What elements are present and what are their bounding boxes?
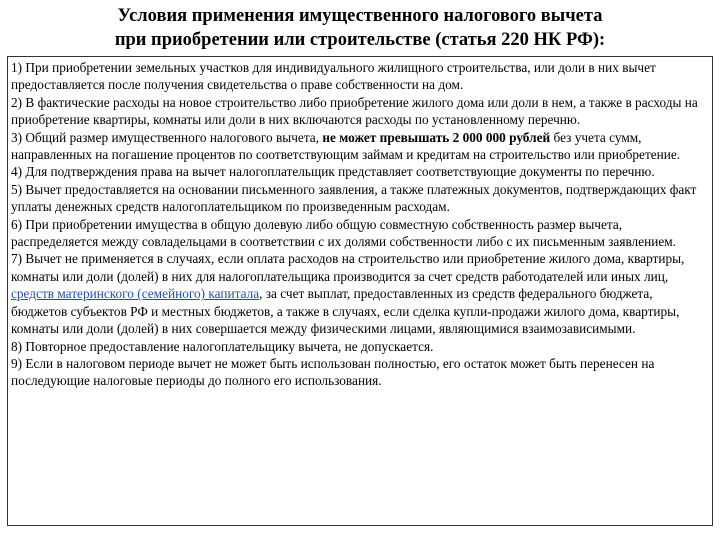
condition-7-text-a: 7) Вычет не применяется в случаях, если оплата расходов на строительство или приобретение жилого дома, квартиры, комнаты или доли (долей) в них для налогоплательщика производится за счет средств работодателей или иных лиц, bbox=[11, 251, 685, 284]
condition-4: 4) Для подтверждения права на вычет налогоплательщик представляет соответствующие документы по перечню. bbox=[11, 164, 655, 180]
condition-2: 2) В фактические расходы на новое строительство либо приобретение жилого дома или доли в нем, а также в расходы на приобретение квартиры, комнаты или доли в них включаются расходы по установленному перечню. bbox=[11, 94, 698, 128]
title-line-1: Условия применения имущественного налогового вычета bbox=[117, 6, 603, 26]
condition-7 bbox=[11, 250, 709, 337]
condition-3-limit: не может превышать 2 000 000 рублей bbox=[322, 129, 551, 145]
condition-9: 9) Если в налоговом периоде вычет не может быть использован полностью, его остаток может быть перенесен на последующие налоговые периоды до полного его использования. bbox=[11, 355, 655, 389]
condition-8: 8) Повторное предоставление налогоплательщику вычета, не допускается. bbox=[11, 338, 434, 354]
page-title bbox=[0, 4, 720, 52]
condition-3-text-a: 3) Общий размер имущественного налогового вычета, bbox=[11, 129, 320, 145]
condition-3 bbox=[11, 129, 709, 164]
condition-6: 6) При приобретении имущества в общую долевую либо общую совместную собственность размер вычета, распределяется между совладельцами в соответствии с их долями собственности либо с их письменным заявлением. bbox=[11, 216, 676, 250]
condition-5: 5) Вычет предоставляется на основании письменного заявления, а также платежных документов, подтверждающих факт уплаты денежных средств налогоплательщиком по произведенным расходам. bbox=[11, 181, 697, 215]
condition-3-text-c: без учета сумм, направленных на погашение процентов по соответствующим займам и кредитам на строительство или приобретение. bbox=[11, 129, 681, 163]
condition-7-text-b: , за счет выплат, предоставленных из средств федерального бюджета, бюджетов субъектов РФ и местных бюджетов, а также в случаях, если сделка купли-продажи жилого дома, квартиры, комнаты или доли (долей) в них совершается между физическими лицами, являющимися взаимозависимыми. bbox=[11, 286, 680, 337]
title-line-2: при приобретении или строительстве (статья 220 НК РФ): bbox=[114, 30, 606, 50]
conditions-box bbox=[7, 56, 713, 526]
condition-1: 1) При приобретении земельных участков для индивидуального жилищного строительства, или доли в них вычет предоставляется после получения свидетельства о праве собственности на дом. bbox=[11, 60, 656, 93]
maternity-capital-link[interactable]: средств материнского (семейного) капитала bbox=[11, 286, 260, 302]
